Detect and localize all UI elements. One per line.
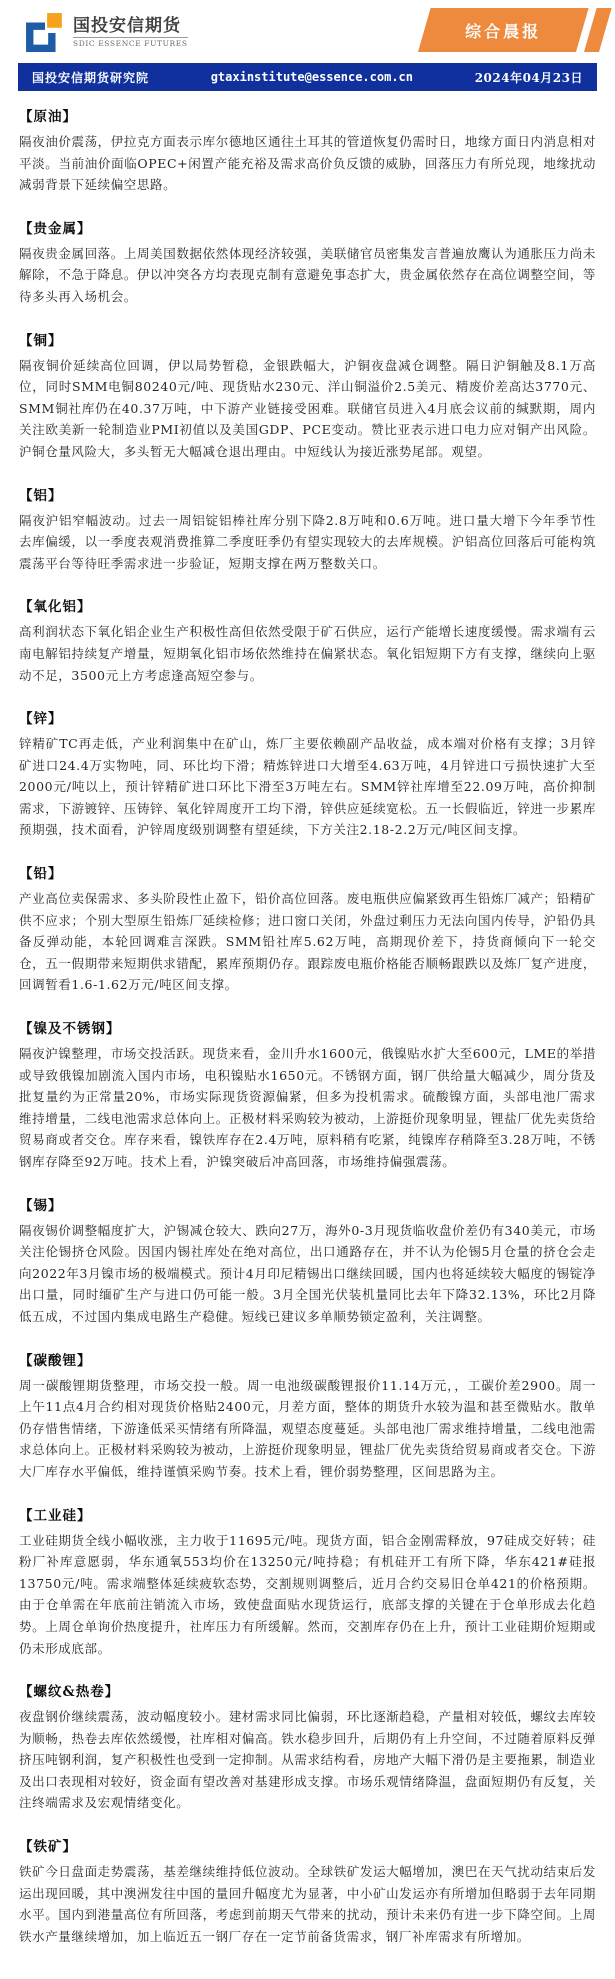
company-name	[73, 16, 188, 48]
section-precious-metals	[19, 218, 596, 308]
section-zinc	[19, 708, 596, 841]
section-tin	[19, 1195, 596, 1328]
report-date: 2024年04月23日	[474, 70, 583, 85]
report-info-bar	[18, 63, 597, 91]
company-name-en: SDIC ESSENCE FUTURES	[73, 39, 188, 48]
institute-name: 国投安信期货研究院	[32, 70, 150, 85]
company-name-cn: 国投安信期货	[73, 16, 181, 36]
section-body: 周一碳酸锂期货整理，市场交投一般。周一电池级碳酸锂报价11.14万元，，工碳价差2900。周一上午11点4月合约相对现货价格贴2400元，月差方面，整体的期货升水较为温和甚至微贴水。散单仍存惜售情绪，下游逢低采买情绪有所降温，观望态度蔓延。头部电池厂需求维持增量，二线电池需求总体向上。正极材料采购较为被动，上游挺价现象明显，锂盐厂优先卖货给贸易商或者交仓。下游大厂库存水平偏低，维持谨慎采购节奏。技术上看，锂价弱势整理，区间思路为主。	[19, 1377, 596, 1479]
section-industrial-silicon	[19, 1505, 596, 1660]
section-title: 【贵金属】	[19, 220, 92, 237]
section-rebar-hot-coil	[19, 1681, 596, 1814]
sdic-logo-icon	[26, 12, 64, 52]
section-nickel-stainless-steel	[19, 1018, 596, 1173]
section-body: 隔夜沪镍整理，市场交投活跃。现货来看，金川升水1600元，俄镍贴水扩大至600元，LME的举措或导致俄镍加剧流入国内市场，电积镍贴水1650元。不锈钢方面，钢厂供给量大幅减少，周分货及批复量约为正常量20%，市场实际现货资源偏紧，但多为投机需求。硫酸镍方面，头部电池厂需求维持增量，二线电池需求总体向上。正极材料采购较为被动，上游挺价现象明显，锂盐厂优先卖货给贸易商或者交仓。库存来看，镍铁库存在2.4万吨，原料稍有吃紧，纯镍库存稍降至3.28万吨，不锈钢库存降至92万吨。技术上看，沪镍突破后冲高回落，市场维持偏强震荡。	[19, 1046, 596, 1169]
section-body: 工业硅期货全线小幅收涨，主力收于11695元/吨。现货方面，铝合金刚需释放，97硅成交好转；硅粉厂补库意愿弱，华东通氧553均价在13250元/吨持稳；有机硅开工有所下降，华东421#硅报13750元/吨。需求端整体延续疲软态势，交割规则调整后，近月合约交易旧仓单421的价格预期。由于仓单需在年底前注销流入市场，致使盘面贴水现货运行，底部支撑的关键在于仓单形成去化趋势。上周仓单询价热度提升，社库压力有所缓解。然而，交割库存仍在上升，预计工业硅期价短期或仍未形成底部。	[19, 1532, 596, 1656]
section-title: 【铁矿】	[19, 1839, 77, 1856]
section-title: 【原油】	[19, 109, 77, 125]
contact-email: gtaxinstitute@essence.com.cn	[210, 70, 413, 84]
section-title: 【碳酸锂】	[19, 1352, 92, 1369]
section-body: 铁矿今日盘面走势震荡，基差继续维持低位波动。全球铁矿发运大幅增加，澳巴在天气扰动结束后发运出现回暖，其中澳洲发往中国的量回升幅度尤为显著，中小矿山发运亦有所增加但略弱于去年同期水平。国内到港量高位有所回落，考虑到前期天气带来的扰动，预计未来仍有进一步下降空间。上周铁水产量继续增加，加上临近五一钢厂存在一定节前备货需求，钢厂补库需求有所增加。	[19, 1864, 596, 1944]
section-body: 隔夜沪铝窄幅波动。过去一周铝锭铝棒社库分别下降2.8万吨和0.6万吨。进口量大增下今年季节性去库偏缓，以一季度表观消费推算二季度旺季仍有望实现较大的去库规模。沪铝高位回落后可能构筑震荡平台等待旺季需求进一步验证，短期支撑在两万整数关口。	[19, 512, 596, 571]
section-title: 【镍及不锈钢】	[19, 1021, 121, 1038]
section-body: 产业高位卖保需求、多头阶段性止盈下，铅价高位回落。废电瓶供应偏紧致再生铅炼厂减产；铅精矿供不应求；个别大型原生铅炼厂延续检修；进口窗口关闭，外盘过剩压力无法向国内传导，沪铅仍具备反弹动能，本轮回调难言深跌。SMM铅社库5.62万吨，高期现价差下，持货商倾向下一轮交仓，五一假期带来短期供求错配，累库预期仍存。跟踪废电瓶价格能否顺畅跟跌以及炼厂复产进度，回调暂看1.6-1.62万元/吨区间支撑。	[19, 891, 596, 993]
section-body: 锌精矿TC再走低，产业利润集中在矿山，炼厂主要依赖副产品收益，成本端对价格有支撑；3月锌矿进口24.4万实物吨，同、环比均下滑；精炼锌进口大增至4.63万吨，4月锌进口亏损快速扩大至2000元/吨以上，预计锌精矿进口环比下滑至3万吨左右。SMM锌社库增至22.09万吨，高价抑制需求，下游镀锌、压铸锌、氧化锌周度开工均下滑，锌供应延续宽松。五一长假临近，锌进一步累库预期强，技术面看，沪锌周度级别调整有望延续，下方关注2.18-2.2万元/吨区间支撑。	[19, 736, 596, 838]
report-type-badge	[418, 8, 599, 52]
section-lithium-carbonate	[19, 1350, 596, 1483]
section-title: 【铅】	[19, 866, 63, 883]
section-body: 隔夜铜价延续高位回调，伊以局势暂稳，金银跌幅大，沪铜夜盘减仓调整。隔日沪铜触及8.1万高位，同时SMM电铜80240元/吨、现货贴水230元、洋山铜溢价2.5美元、精废价差高达3770元、SMM铜社库仍在40.37万吨，中下游产业链接受困难。联储官员进入4月底会议前的缄默期，周内关注欧美新一轮制造业PMI初值以及美国GDP、PCE变动。赞比亚表示进口电力应对铜产出风险。沪铜仓量风险大，多头暂无大幅减仓退出理由。中短线认为接近涨势尾部。观望。	[19, 357, 596, 459]
section-crude-oil	[19, 106, 596, 196]
report-header	[0, 0, 615, 100]
section-body: 隔夜贵金属回落。上周美国数据依然体现经济较强，美联储官员密集发言普遍放鹰认为通胀压力尚未解除，不急于降息。伊以冲突各方均表现克制有意避免事态扩大，贵金属依然存在高位调整空间，等待多头再入场机会。	[19, 245, 596, 304]
section-title: 【铝】	[19, 487, 63, 504]
report-body	[0, 100, 615, 1979]
section-aluminum	[19, 485, 596, 575]
section-body: 高利润状态下氧化铝企业生产积极性高但依然受限于矿石供应，运行产能增长速度缓慢。需求端有云南电解铝持续复产增量，短期氧化铝市场依然维持在偏紧状态。氧化铝短期下方有支撑，继续向上驱动不足，3500元上方考虑逢高短空参与。	[19, 624, 596, 683]
section-title: 【螺纹&热卷】	[19, 1684, 120, 1701]
company-logo	[26, 12, 188, 52]
section-copper	[19, 330, 596, 463]
badge-ribbon	[418, 8, 589, 52]
badge-ribbon-tail	[584, 8, 612, 52]
section-body: 隔夜锡价调整幅度扩大，沪锡减仓较大、跌向27万，海外0-3月现货临收盘价差仍有340美元，市场关注伦锡挤仓风险。因国内锡社库处在绝对高位，出口通路存在，并不认为伦锡5月仓量的挤仓会走向2022年3月镍市场的极端模式。预计4月印尼精锡出口继续回暖，国内也将延续较大幅度的锡锭净出口量，同时缅矿生产与进口仍可能一般。3月全国光伏装机量同比去年下降32.13%，环比2月降低五成，不过国内集成电路生产稳健。短线已建议多单顺势锁定盈利，关注调整。	[19, 1222, 596, 1324]
section-body: 夜盘钢价继续震荡，波动幅度较小。建材需求同比偏弱，环比逐渐趋稳，产量相对较低，螺纹去库较为顺畅，热卷去库依然缓慢，社库相对偏高。铁水稳步回升，后期仍有上升空间，不过随着原料反弹挤压吨钢利润，复产积极性也受到一定抑制。从需求结构看，房地产大幅下滑仍是主要拖累，制造业及出口表现相对较好，资金面有望改善对基建形成支撑。市场乐观情绪降温，盘面短期仍有反复，关注终端需求及宏观情绪变化。	[19, 1709, 596, 1811]
section-body: 隔夜油价震荡，伊拉克方面表示库尔德地区通往土耳其的管道恢复仍需时日，地缘方面日内消息相对平淡。当前油价面临OPEC+闲置产能充裕及需求高价负反馈的威胁，回落压力有所兑现，地缘扰动减弱背景下延续偏空思路。	[19, 134, 596, 193]
section-title: 【铜】	[19, 332, 63, 349]
section-alumina	[19, 596, 596, 686]
section-title: 【氧化铝】	[19, 599, 92, 616]
section-title: 【锡】	[19, 1197, 63, 1214]
section-title: 【锌】	[19, 711, 63, 728]
section-iron-ore	[19, 1836, 596, 1947]
section-lead	[19, 863, 596, 996]
section-title: 【工业硅】	[19, 1507, 92, 1524]
badge-label: 综合晨报	[465, 21, 542, 41]
